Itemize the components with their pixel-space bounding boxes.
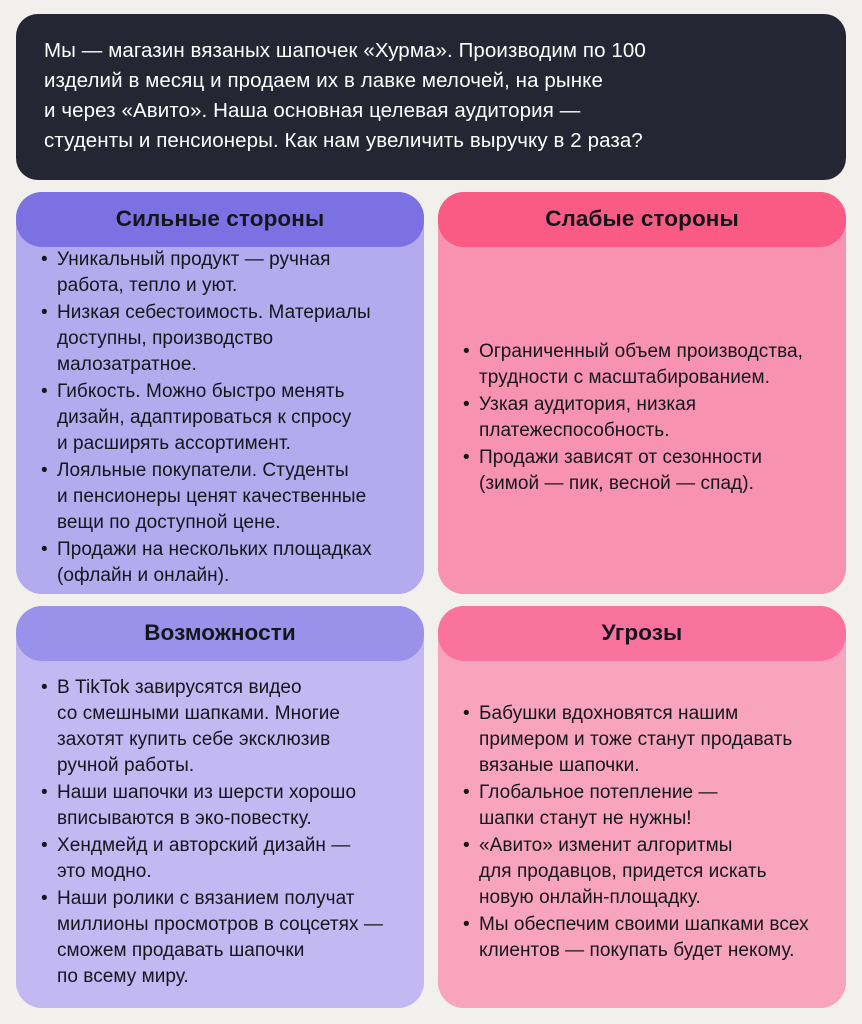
opportunities-header [16,606,424,661]
threats-header [438,606,846,661]
strengths-title: Сильные стороны [115,206,325,231]
weaknesses-body [438,247,846,594]
threats-title: Угрозы [601,620,683,645]
list-item: • Мы обеспечим своими шапками всех клиентов — покупать будет некому. [460,912,824,964]
list-item: • В TikTok завирусятся видео со смешными шапками. Многие захотят купить себе эксклюзив ручной работы. [38,675,402,779]
strengths-list [38,247,402,590]
list-item: • Уникальный продукт — ручная работа, тепло и уют. [38,247,402,299]
threats-list [460,701,824,965]
quadrant-strengths [16,192,424,594]
intro-text: Мы — магазин вязаных шапочек «Хурма». Производим по 100 изделий в месяц и продаем их в лавке мелочей, на рынке и через «Авито». Наша основная целевая аудитория — студенты и пенсионеры. Как нам увеличить выручку в 2 раза? [44,39,646,152]
list-item: • Ограниченный объем производства, трудности с масштабированием. [460,339,824,391]
list-item: • Лояльные покупатели. Студенты и пенсионеры ценят качественные вещи по доступной цене. [38,458,402,536]
list-item: • Бабушки вдохновятся нашим примером и тоже станут продавать вязаные шапочки. [460,701,824,779]
list-item: • Низкая себестоимость. Материалы доступны, производство малозатратное. [38,300,402,378]
list-item: • Продажи зависят от сезонности (зимой — пик, весной — спад). [460,445,824,497]
quadrant-opportunities [16,606,424,1008]
threats-body [438,661,846,1008]
list-item: • Наши ролики с вязанием получат миллионы просмотров в соцсетях — сможем продавать шапочки по всему миру. [38,886,402,990]
swot-grid [16,192,846,1008]
weaknesses-list [460,339,824,498]
strengths-header [16,192,424,247]
list-item: • Хендмейд и авторский дизайн — это модно. [38,833,402,885]
opportunities-body [16,661,424,1008]
weaknesses-header [438,192,846,247]
list-item: • Гибкость. Можно быстро менять дизайн, адаптироваться к спросу и расширять ассортимент. [38,379,402,457]
opportunities-title: Возможности [144,620,296,645]
list-item: • Глобальное потепление — шапки станут не нужны! [460,780,824,832]
quadrant-threats [438,606,846,1008]
intro-panel [16,14,846,180]
list-item: • «Авито» изменит алгоритмы для продавцов, придется искать новую онлайн-площадку. [460,833,824,911]
strengths-body [16,247,424,594]
quadrant-weaknesses [438,192,846,594]
opportunities-list [38,675,402,991]
list-item: • Продажи на нескольких площадках (офлайн и онлайн). [38,537,402,589]
list-item: • Наши шапочки из шерсти хорошо вписываются в эко-повестку. [38,780,402,832]
weaknesses-title: Слабые стороны [545,206,739,231]
list-item: • Узкая аудитория, низкая платежеспособность. [460,392,824,444]
